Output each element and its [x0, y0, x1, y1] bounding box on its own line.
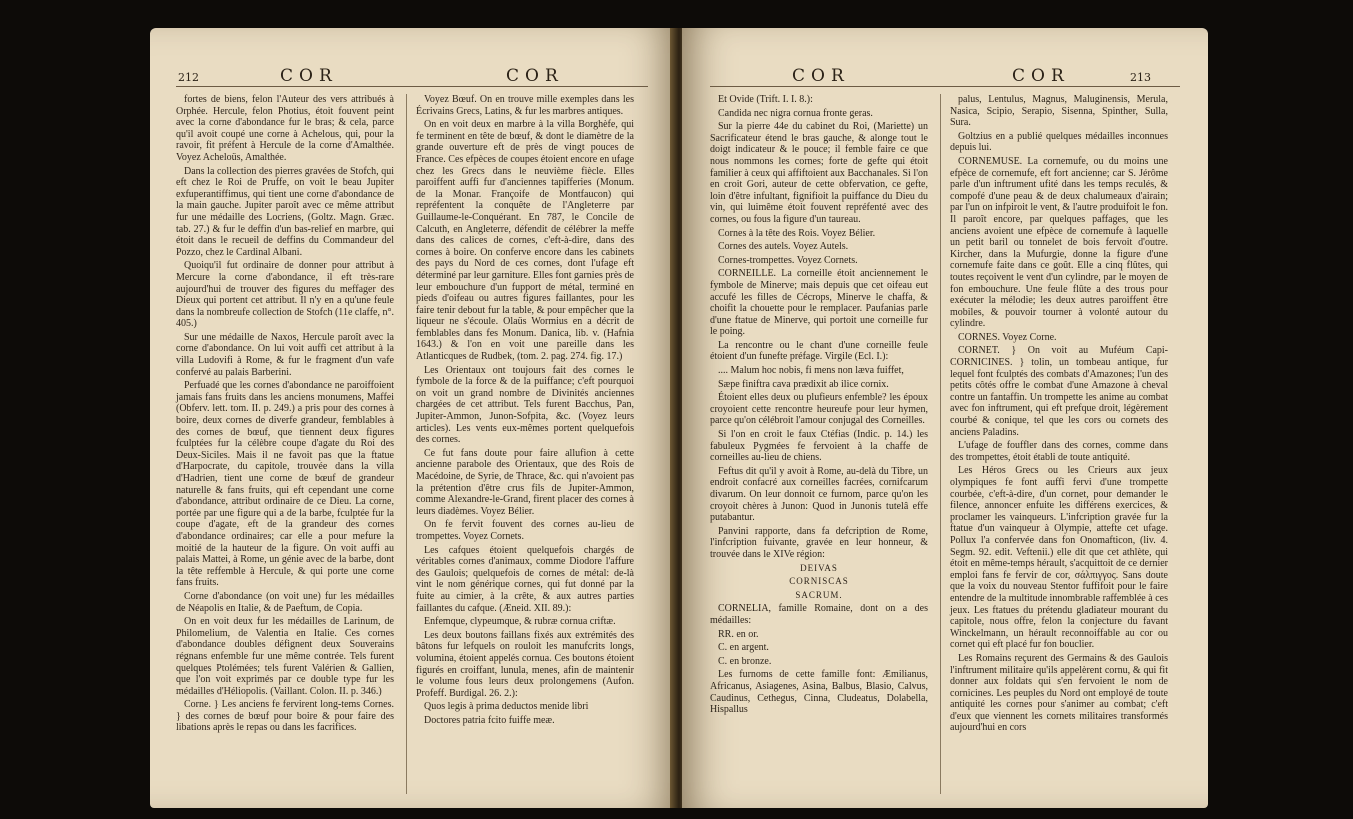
paragraph: Et Ovide (Trift. I. I. 8.):: [718, 94, 813, 105]
paragraph: Les Romains reçurent des Germains & des Gaulois l'inftrument militaire qu'ils appelèrent cornu, & qui fit donner aux foldats qui s'en fervoient le nom de cornicines. Les peuples du Nord ont employé de toute antiquité les cornes pour s'animer au combat; c'eft d'eux que viennent les cornets militaires transformés aujourd'hui en cors: [950, 652, 1168, 734]
paragraph: Feftus dit qu'il y avoit à Rome, au-delà du Tibre, un endroit confacré aux corneilles facrées, cornifcarum divarum. On leur donnoit ce furnom, parce qu'on les croyoit chères à Junon: Quod in Junonis tutelâ effe putabantur.: [710, 465, 928, 524]
paragraph: Sæpe finiftra cava prædixit ab ilice cornix.: [718, 378, 889, 390]
paragraph: Ce fut fans doute pour faire allufion à cette ancienne parabole des Orientaux, que des Rois de Macédoine, de Syrie, de Thrace, &c. qui n'avoient pas la prétention d'être crus fils de Jupiter-Ammon, comme Alexandre-le-Grand, firent placer des cornes à leurs diadèmes. Voyez Bélier.: [416, 447, 634, 517]
paragraph: On fe fervit fouvent des cornes au-lieu de trompettes. Voyez Cornets.: [416, 519, 634, 542]
paragraph: fortes de biens, felon l'Auteur des vers attribués à Orphée. Hercule, felon Photius, étoit fouvent peint avec la corne d'abondance fur le bras; & cela, parce qu'il avoit coupé une corne à Achelous, qui, pour la ravoir, fit préfent à Hercule de la corne d'Amalthée. Voyez Acheloüs, Amalthée.: [176, 94, 394, 163]
paragraph: SACRUM.: [795, 589, 843, 600]
paragraph: Doctores patria fcito fuiffe meæ.: [424, 714, 555, 726]
paragraph: CORNET. } On voit au Muféum Capi- CORNICINES. } tolin, un tombeau antique, fur lequel font fculptés des combats d'Amazones; l'un des petits côtés offre le combat d'une Amazone à cheval contre un fantaffin. Un trompette les anime au combat avec fon inftrument, qui eft prefque droit, légèrement courbé & conique, tel que les cors ou cornets des anciens Paladins.: [950, 345, 1168, 438]
left-column-1: [176, 94, 394, 736]
paragraph: palus, Lentulus, Magnus, Maluginensis, Merula, Nasica, Scipio, Serapio, Sisenna, Spinther, Sulla, Sura.: [950, 94, 1168, 129]
running-head-right-2: COR: [1012, 66, 1070, 86]
paragraph: CORNES. Voyez Corne.: [958, 331, 1057, 343]
paragraph: Quos legis à prima deductos menide libri: [424, 701, 589, 713]
left-page: [150, 28, 676, 808]
paragraph: Si l'on en croit le faux Ctéfias (Indic. p. 14.) les fabuleux Pygmées fe fervoient à la chaffe de corneilles au-lieu de chiens.: [710, 429, 928, 464]
head-rule: [710, 86, 1180, 87]
paragraph: Les furnoms de cette famille font: Æmilianus, Africanus, Asiagenes, Asina, Balbus, Blasio, Calvus, Caudinus, Cethegus, Cinna, Cludeatus, Dolabella, Hispallus: [710, 669, 928, 716]
paragraph: C. en argent.: [718, 642, 769, 654]
paragraph: CORNELIA, famille Romaine, dont on a des médailles:: [710, 603, 928, 626]
paragraph: L'ufage de fouffler dans des cornes, comme dans des trompettes, étoit établi de toute antiquité.: [950, 440, 1168, 463]
paragraph: Candida nec nigra cornua fronte geras.: [718, 107, 873, 119]
paragraph: Étoient elles deux ou plufieurs enfemble? les époux croyoient cette rencontre heureufe pour leur hymen, parce qu'on célébroit l'amour conjugal des Corneilles.: [710, 392, 928, 427]
paragraph: C. en bronze.: [718, 655, 772, 667]
paragraph: CORNISCAS: [789, 576, 849, 587]
paragraph: Les Héros Grecs ou les Crieurs aux jeux olympiques fe font auffi fervi d'une trompette courbée, c'eft-à-dire, d'un cornet, pour demander le filence, annoncer enfuite les différens exercices, & proclamer les vainqueurs. L'infcription gravée fur la ftatue d'un vainqueur à Olympie, attefte cet ufage. Pollux l'a confervée dans fon Onomafticon, (liv. 4. Segm. 92. edit. Veftenii.) elle dit que cet athlète, qui étoit en même-temps hérault, s'acquittoit de ce dernier emploi fans fe fervir de cor, σάλπιγγος. Sans doute que la voix du nouveau Stentor fuffifoit pour le faire entendre de la multitude innombrable raffemblée à ces jeux. Les ftatues du prétendu gladiateur mourant du capitole, nous offre, felon la conjecture du favant Winckelmann, un hérault reconnoiffable au cor ou cornet qui eft placé fur fon bouclier.: [950, 465, 1168, 651]
paragraph: DEIVAS: [800, 562, 838, 573]
right-column-2: [950, 94, 1168, 736]
paragraph: On en voit deux en marbre à la villa Borghèfe, qui fe terminent en tête de bœuf, & dont le diamètre de la grande ouverture eft de près de vingt pouces de France. Ces efpèces de coupes étoient encore en ufage chez les Grecs dans le neuvième fiècle. Elles paroiffent auffi fur d'anciennes tapifferies (Monum. de la Monar. Françoife de Montfaucon) qui repréfentent la conquête de l'Angleterre par Guillaume-le-Conquérant. En 787, le Concile de Calcuth, en Angleterre, défendit de célébrer la meffe dans des calices de cornes, c'eft-à-dire, dans des cornes à boire. On conferve encore dans les cabinets des pays du Nord de ces cornes, dont l'ufage eft déterminé par leur garniture. Elles font garnies près de leur embouchure d'un fupport de métal, terminé en pieds d'oifeau ou autres figures faillantes, pour les faire tenir debout fur la table, & pour empêcher que la liqueur ne s'écoule. Olaüs Wormius en a décrit de femblables dans fes Monum. Danica, lib. v. (Hafnia 1643.) & l'on en voit une pareille dans les Atlanticques de Rudbek, (tom. 2. pag. 274. fig. 17.): [416, 119, 634, 363]
paragraph: La rencontre ou le chant d'une corneille feule étoient d'un funefte préfage. Virgile (Ecl. I.):: [710, 339, 928, 363]
right-page: [682, 28, 1208, 808]
paragraph: Quoiqu'il fut ordinaire de donner pour attribut à Mercure la corne d'abondance, il eft très-rare aujourd'hui de trouver des figures du meffager des Dieux qui portent cet attribut. Il n'y en a qu'une feule dans la nombreufe collection de Stofch (11e claffe, n°. 405.): [176, 260, 394, 330]
paragraph: Corne d'abondance (on voit une) fur les médailles de Néapolis en Italie, & de Paeftum, de Copia.: [176, 590, 394, 614]
left-column-2: [416, 94, 634, 728]
right-column-1: [710, 94, 928, 718]
paragraph: CORNEMUSE. La cornemufe, ou du moins une efpèce de cornemufe, eft fort ancienne; car S. Jérôme parle d'un inftrument ufité dans les temps reculés, & compofé d'une peau & de deux chalumeaux d'airain; par l'un on infpiroit le vent, & l'autre produifoit le fon. Il paroît encore, par quelques paffages, que les anciens avoient une efpèce de cornemufe à laquelle un petit baril ou tonnelet de bois fervoit d'outre. Kircher, dans la Mufurgie, donne la figure d'une cornemufe faite dans ce goût. Elle a cinq flûtes, qui toutes reçoivent le vent d'un cylindre, par le moyen de fon embouchure. Une feule flûte a des trous pour exécuter la mélodie; les deux autres paroiffent être mobiles, & pouvoir tourner à volonté autour du cylindre.: [950, 155, 1168, 330]
paragraph: Les deux boutons faillans fixés aux extrémités des bâtons fur lefquels on rouloit les manufcrits longs, volumina, étoient appelés cornua. Ces boutons étoient figurés en croiffant, lunula, menes, afin de maintenir le volume fous leurs deux prolongemens (Aufon. Profeff. Burdigal. 26. 2.):: [416, 629, 634, 699]
paragraph: Corne. } Les anciens fe fervirent long-tems Cornes. } des cornes de bœuf pour boire & pour faire des libations après le repas ou dans les facrifices.: [176, 699, 394, 734]
paragraph: Les Orientaux ont toujours fait des cornes le fymbole de la force & de la puiffance; c'eft pourquoi on voit un grand nombre de Divinités anciennes chargées de cet attribut. Tels furent Bacchus, Pan, Jupiter-Ammon, Junon-Sofpita, &c. (Voyez leurs articles). Les vents eux-mêmes portent quelquefois des cornes.: [416, 364, 634, 446]
paragraph: Panvini rapporte, dans fa defcription de Rome, l'infcription fuivante, gravée en leur honneur, & trouvée dans le XIVe région:: [710, 525, 928, 560]
running-head-right-1: COR: [792, 66, 850, 86]
paragraph: Sur une médaille de Naxos, Hercule paroît avec la corne d'abondance. On lui voit auffi cet attribut à la villa Ludovifi à Rome, & fur le fragment d'un vafe confervé au palais Barberini.: [176, 331, 394, 378]
column-divider: [940, 94, 941, 794]
paragraph: RR. en or.: [718, 628, 759, 640]
page-number-left: 212: [178, 71, 199, 84]
paragraph: Les cafques étoient quelquefois chargés de véritables cornes d'animaux, comme Diodore l'affure des Gaulois; quelquefois de cornes de métal: de-là vint le nom générique cornes, qui fut donné par la fuite au cimier, à la crête, & aux autres parties faillantes du cafque. (Æneid. XII. 89.):: [416, 544, 634, 614]
head-rule: [176, 86, 648, 87]
paragraph: Goltzius en a publié quelques médailles inconnues depuis lui.: [950, 130, 1168, 154]
paragraph: Dans la collection des pierres gravées de Stofch, qui eft chez le Roi de Pruffe, on voit le beau Jupiter exfuperantiffimus, qui tient une corne d'abondance de la main gauche. Jupiter paroît avec ce même attribut fur une médaille des Locriens, (Goltz. Magn. Græc. tab. 27.) & fur le deffin d'un bas-relief en marbre, qui étoit dans le recueil de deffins du Commandeur del Pozzo, chez le Cardinal Albani.: [176, 165, 394, 258]
paragraph: Perfuadé que les cornes d'abondance ne paroiffoient jamais fans fruits dans les anciens monumens, Maffei (Obferv. lett. tom. II. p. 249.) a pris pour des cornes à boire, deux cornes de diverfe grandeur, femblables à des cornes de bœuf, que tiennent deux figures fculptées fur la célèbre coupe d'agate du Roi des Deux-Siciles. Mais il ne favoit pas que la ftatue d'Harpocrate, du capitole, trouvée dans la villa d'Hadrien, tient une corne de bœuf de grandeur naturelle & fans fruits, qui eft cependant une corne d'abondance, attribut ordinaire de ce Dieu. La corne, portée par une figure qui a de la barbe, fculptée fur la coupe d'agate, eft de la grandeur des cornes d'abondance ordinaires; car elle a pour mefure la moitié de la hauteur de la figure. On voit auffi au palais Mattei, à Rome, un génie avec de la barbe, dont la tête reffemble à Hercule, & qui porte une corne fans fruits.: [176, 380, 394, 589]
open-book: [150, 28, 1210, 808]
paragraph: .... Malum hoc nobis, fi mens non læva fuiffet,: [718, 365, 904, 377]
column-divider: [406, 94, 407, 794]
paragraph: Enfemque, clypeumque, & rubræ cornua criftæ.: [424, 616, 616, 628]
paragraph: Voyez Bœuf. On en trouve mille exemples dans les Écrivains Grecs, Latins, & fur les marbres antiques.: [416, 94, 634, 117]
paragraph: Sur la pierre 44e du cabinet du Roi, (Mariette) un Sacrificateur étend le bras gauche, & alonge tout le doigt indicateur & le pouce; il femble faire ce que nous nommons les cornes; forte de gefte qui étoit familier à ceux qui affiftoient aux Bacchanales. Si l'on en croit Gori, auteur de cette obfervation, ce gefte, loin d'être infultant, fignifioit la puiffance du Dieu du vin, qui luimême étoit fouvent repréfenté avec des cornes, ou fous la figure d'un taureau.: [710, 121, 928, 225]
page-number-right: 213: [1130, 71, 1151, 84]
running-head-left-1: COR: [280, 66, 338, 86]
paragraph: Cornes à la tête des Rois. Voyez Bélier.: [718, 227, 876, 239]
paragraph: CORNEILLE. La corneille étoit anciennement le fymbole de Minerve; mais depuis que cet oifeau eut accufé les filles de Cécrops, Minerve le chaffa, & choifit la chouette pour le remplacer. Paufanias parle d'une ftatue de Minerve, qui portoit une corneille fur le poing.: [710, 268, 928, 338]
paragraph: Cornes des autels. Voyez Autels.: [718, 241, 849, 253]
paragraph: Cornes-trompettes. Voyez Cornets.: [718, 254, 858, 266]
paragraph: On en voit deux fur les médailles de Larinum, de Philomelium, de Valentia en Italie. Ces cornes d'abondance doubles défignent deux Souverains régnans enfemble fur une même contrée. Tels furent quelques Ptolémées; tels furent Valérien & Gallien, que l'on voit exprimés par ce double type fur les médailles d'Héliopolis. (Vaillant. Colon. II. p. 346.): [176, 616, 394, 697]
running-head-left-2: COR: [506, 66, 564, 86]
